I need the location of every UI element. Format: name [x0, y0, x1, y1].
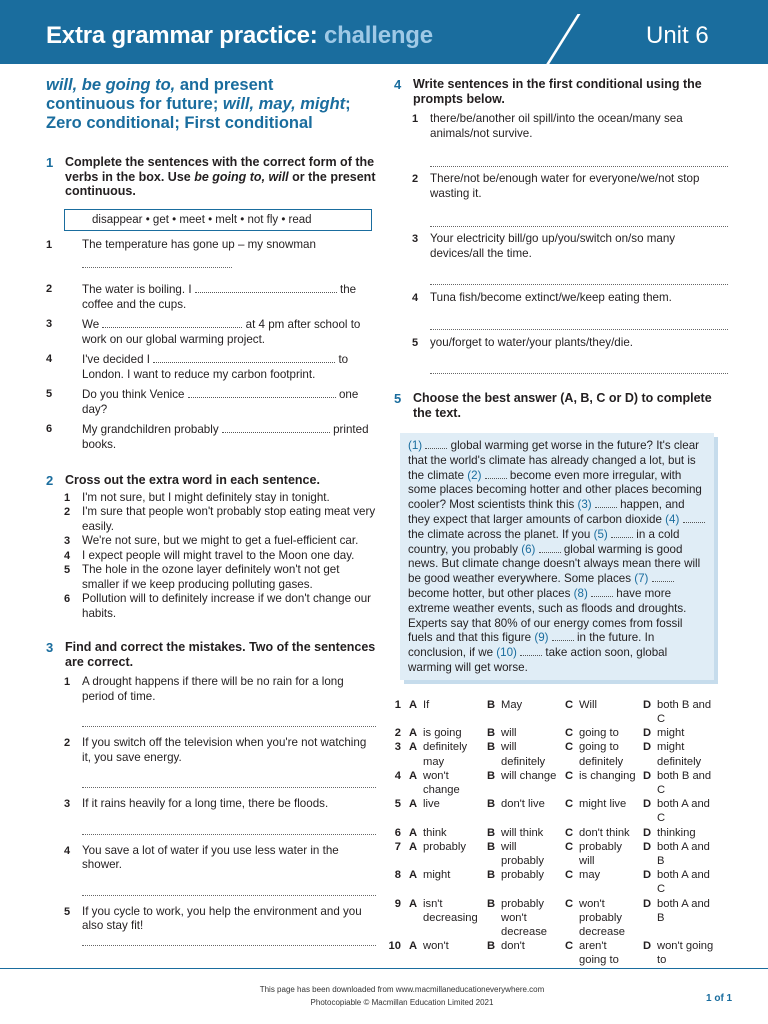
- list-item: [46, 563, 376, 592]
- topic-line2-end: ;: [345, 95, 351, 113]
- exercise-4: [394, 77, 728, 374]
- option-letter: B: [487, 940, 496, 953]
- gap-number: (6): [521, 542, 536, 556]
- option-letter: B: [487, 798, 496, 811]
- instruction-text: Complete the sentences with the correct form of the verbs in the box. Use: [65, 155, 375, 184]
- option-b[interactable]: probably: [501, 869, 544, 882]
- option-letter: D: [643, 897, 652, 910]
- option-b[interactable]: don't: [501, 940, 525, 953]
- answer-blank[interactable]: [195, 282, 337, 293]
- list-item: [46, 905, 376, 946]
- word-box: disappear • get • meet • melt • not fly • read: [64, 209, 372, 231]
- option-letter: A: [409, 940, 418, 953]
- gap-number: (4): [665, 512, 680, 526]
- item-number: 1: [46, 238, 53, 251]
- text-segment: the climate across the planet. If you: [408, 527, 594, 541]
- exercise-5: [388, 391, 728, 968]
- right-column: [388, 72, 728, 968]
- option-letter: C: [565, 727, 574, 740]
- item-number: 5: [412, 336, 419, 349]
- option-c[interactable]: probably will: [579, 840, 622, 867]
- exercise-instruction: Find and correct the mistakes. Two of the sentences are correct.: [65, 640, 376, 669]
- option-c[interactable]: may: [579, 869, 601, 882]
- item-text: Pollution will to definitely increase if we don't change our habits.: [82, 592, 372, 620]
- item-number: 3: [46, 318, 53, 330]
- option-row: [382, 698, 715, 726]
- list-item: [46, 282, 376, 312]
- item-text: Your electricity bill/go up/you/switch on/so many devices/all the time.: [430, 232, 676, 260]
- item-number: 1: [64, 491, 71, 504]
- footer-copyright: Photocopiable © Macmillan Education Limited 2021: [310, 998, 494, 1007]
- option-letter: C: [565, 741, 574, 754]
- option-row: [382, 726, 715, 740]
- option-a[interactable]: probably: [423, 840, 466, 853]
- exercise-instruction: Choose the best answer (A, B, C or D) to complete the text.: [413, 391, 712, 420]
- item-text: I'm sure that people won't probably stop eating meat very easily.: [82, 505, 376, 533]
- option-letter: C: [565, 798, 574, 811]
- answer-line[interactable]: [430, 165, 728, 167]
- answer-line[interactable]: [430, 225, 728, 227]
- option-row: [382, 797, 715, 825]
- option-c[interactable]: won't probably decrease: [579, 897, 626, 938]
- option-row: [382, 740, 715, 768]
- option-letter: C: [565, 897, 574, 910]
- text-segment: become even more irregular, with some places becoming hotter and other places becoming cooler? Most scientists think this: [408, 468, 702, 512]
- option-row: [382, 868, 715, 896]
- answer-blank[interactable]: [188, 387, 336, 398]
- list-item: [46, 317, 376, 347]
- topic-line1-text: and present: [175, 76, 274, 94]
- question-number: 3: [394, 741, 401, 754]
- item-number: 6: [64, 593, 71, 605]
- option-row: [382, 769, 715, 797]
- option-letter: B: [487, 727, 496, 740]
- gap-number: (7): [634, 572, 649, 586]
- topic-line2-italic: will, may, might: [222, 95, 346, 113]
- text-segment: happen, and they expect that larger amounts of carbon dioxide: [408, 498, 685, 526]
- item-text-end: one day?: [82, 388, 359, 416]
- item-number: 2: [64, 506, 71, 518]
- option-a[interactable]: isn't decreasing: [423, 897, 478, 924]
- option-letter: A: [409, 698, 418, 711]
- question-number: 8: [394, 869, 401, 882]
- answer-blank[interactable]: [222, 422, 330, 433]
- gap-number: (8): [573, 586, 588, 600]
- option-d[interactable]: both A and B: [657, 840, 710, 867]
- exercise-number: 5: [394, 391, 402, 406]
- list-item: [46, 238, 376, 269]
- option-b[interactable]: will probably: [501, 840, 544, 867]
- option-letter: D: [643, 741, 652, 754]
- list-item: [46, 549, 376, 564]
- gap-blank[interactable]: [539, 543, 561, 553]
- option-letter: D: [643, 769, 652, 782]
- text-segment: take action soon, global warming will get worse.: [408, 646, 668, 674]
- option-a[interactable]: live: [423, 798, 440, 811]
- item-text: The water is boiling. I: [82, 283, 192, 296]
- option-c[interactable]: going to: [579, 727, 619, 740]
- option-letter: B: [487, 741, 496, 754]
- exercise-instruction: Write sentences in the first conditional using the prompts below.: [413, 77, 702, 106]
- option-row: [382, 840, 715, 868]
- option-a[interactable]: won't: [423, 940, 449, 953]
- list-item: [394, 172, 728, 227]
- answer-line[interactable]: [82, 266, 232, 268]
- option-a[interactable]: If: [423, 698, 430, 711]
- list-item: [394, 112, 728, 167]
- item-number: 4: [64, 844, 71, 857]
- option-a[interactable]: think: [423, 826, 447, 839]
- footer-download-note: This page has been downloaded from www.macmillaneducationeverywhere.com: [259, 985, 545, 994]
- option-letter: C: [565, 826, 574, 839]
- option-d[interactable]: both A and C: [657, 869, 710, 896]
- item-text-end: at 4 pm after school to work on our global warming project.: [82, 318, 361, 346]
- gap-blank[interactable]: [611, 528, 633, 538]
- option-letter: A: [409, 727, 418, 740]
- item-text: My grandchildren probably: [82, 423, 219, 436]
- gap-fill-text: [400, 433, 714, 680]
- list-item: [46, 797, 376, 835]
- title-main: Extra grammar practice:: [46, 22, 318, 49]
- topic-heading: [46, 76, 376, 133]
- left-column: [46, 72, 376, 946]
- list-item: [394, 291, 728, 330]
- exercise-2: [46, 473, 376, 621]
- option-letter: A: [409, 741, 418, 754]
- option-c[interactable]: might live: [579, 798, 627, 811]
- option-letter: A: [409, 897, 418, 910]
- question-number: 10: [388, 940, 401, 953]
- option-b[interactable]: probably won't decrease: [501, 897, 548, 938]
- item-text: I've decided I: [82, 353, 150, 366]
- option-letter: C: [565, 698, 574, 711]
- text-segment: in the future. In conclusion, if we: [408, 631, 655, 660]
- exercise-3: [46, 640, 376, 946]
- text-segment: have more extreme weather events, such as floods and droughts. Experts say that 80% of our energy comes from fossil fuels and that this figure: [408, 586, 687, 645]
- option-row: [382, 939, 715, 967]
- option-b[interactable]: will definitely: [501, 741, 546, 768]
- option-c[interactable]: don't think: [579, 826, 630, 839]
- answer-line[interactable]: [82, 786, 376, 788]
- option-b[interactable]: will change: [501, 769, 557, 782]
- option-letter: D: [643, 940, 652, 953]
- options-table: [382, 698, 715, 968]
- title-accent: challenge: [324, 22, 433, 49]
- gap-blank[interactable]: [652, 572, 674, 582]
- text-segment: in a cold country, you probably: [408, 527, 680, 556]
- item-number: 3: [412, 233, 419, 245]
- question-number: 5: [394, 798, 401, 811]
- question-number: 9: [394, 897, 401, 910]
- list-item: [394, 232, 728, 285]
- item-text-end: the coffee and the cups.: [82, 283, 357, 311]
- option-c[interactable]: is changing: [579, 769, 636, 782]
- exercise-number: 3: [46, 640, 54, 655]
- option-row: [382, 826, 715, 840]
- instruction-text-end: or the present continuous.: [65, 169, 376, 198]
- answer-line[interactable]: [430, 283, 728, 285]
- answer-blank[interactable]: [102, 317, 242, 328]
- option-letter: B: [487, 826, 496, 839]
- option-letter: D: [643, 798, 652, 811]
- unit-label: Unit 6: [646, 22, 709, 49]
- item-text: If it rains heavily for a long time, there be floods.: [82, 797, 329, 810]
- option-row: [382, 897, 715, 940]
- option-d[interactable]: both A and B: [657, 897, 710, 924]
- question-number: 1: [394, 698, 401, 711]
- option-d[interactable]: both B and C: [657, 769, 712, 796]
- item-number: 1: [64, 676, 71, 688]
- topic-line2-text: continuous for future;: [46, 95, 223, 113]
- item-number: 2: [64, 737, 71, 749]
- gap-number: (5): [593, 527, 608, 541]
- answer-line[interactable]: [430, 328, 728, 330]
- item-text: Do you think Venice: [82, 388, 185, 401]
- option-letter: A: [409, 826, 418, 839]
- option-letter: D: [643, 840, 652, 853]
- option-a[interactable]: is going: [423, 727, 462, 740]
- text-segment: global warming get worse in the future? It's clear that the world's climate has already changed a lot, but is the climate: [408, 439, 700, 482]
- exercise-instruction: Cross out the extra word in each sentence.: [65, 473, 320, 487]
- option-letter: A: [409, 869, 418, 882]
- list-item: [46, 387, 376, 417]
- gap-number: (1): [408, 439, 423, 452]
- list-item: [46, 736, 376, 788]
- topic-line3: Zero conditional; First conditional: [46, 114, 313, 132]
- page-header: [0, 0, 768, 64]
- list-item: [46, 844, 376, 896]
- item-text: I expect people will might travel to the Moon one day.: [82, 548, 355, 562]
- list-item: [46, 491, 376, 506]
- list-item: [46, 534, 376, 549]
- option-c[interactable]: Will: [579, 698, 598, 711]
- page-title: [46, 22, 433, 50]
- answer-line[interactable]: [82, 833, 376, 835]
- option-letter: B: [487, 840, 496, 853]
- item-number: 3: [64, 535, 71, 547]
- item-number: 4: [46, 353, 53, 365]
- text-segment: become hotter, but other places: [408, 586, 574, 600]
- option-b[interactable]: will think: [501, 826, 544, 839]
- exercise-instruction: [65, 155, 376, 199]
- page-number: 1 of 1: [706, 993, 733, 1004]
- option-d[interactable]: thinking: [657, 826, 696, 839]
- answer-line[interactable]: [430, 372, 728, 374]
- item-text: We're not sure, but we might to get a fuel-efficient car.: [82, 534, 359, 547]
- list-item: [46, 675, 376, 727]
- question-number: 2: [394, 727, 401, 740]
- option-d[interactable]: both A and C: [657, 798, 710, 825]
- header-divider: [543, 14, 581, 70]
- item-text: We: [82, 318, 100, 331]
- option-letter: D: [643, 826, 652, 839]
- item-text: The hole in the ozone layer definitely won't not get smaller if we keep producing polluting gases.: [82, 563, 340, 591]
- item-number: 6: [46, 423, 53, 435]
- option-letter: A: [409, 798, 418, 811]
- list-item: [46, 505, 376, 534]
- topic-line1-italic: will, be going to,: [46, 76, 176, 94]
- option-letter: D: [643, 727, 652, 740]
- gap-number: (10): [496, 646, 517, 660]
- item-text: You save a lot of water if you use less water in the shower.: [82, 843, 339, 871]
- gap-blank[interactable]: [595, 498, 617, 508]
- item-text: The temperature has gone up – my snowman: [82, 237, 316, 251]
- exercise-number: 1: [46, 155, 54, 170]
- item-text: I'm not sure, but I might definitely stay in tonight.: [82, 490, 330, 504]
- gap-number: (2): [467, 468, 482, 482]
- option-b[interactable]: May: [501, 698, 523, 711]
- footer-credits: [0, 983, 768, 1009]
- question-number: 7: [394, 840, 401, 853]
- item-number: 5: [46, 388, 53, 400]
- option-a[interactable]: won't change: [423, 769, 460, 796]
- option-letter: C: [565, 940, 574, 953]
- option-letter: A: [409, 840, 418, 853]
- gap-blank[interactable]: [485, 469, 507, 479]
- list-item: [46, 592, 376, 621]
- item-text-end: to London. I want to reduce my carbon footprint.: [82, 353, 349, 381]
- instruction-italic: be going to, will: [194, 169, 289, 184]
- item-text: A drought happens if there will be no rain for a long period of time.: [82, 675, 344, 703]
- gap-blank[interactable]: [552, 631, 574, 641]
- option-c[interactable]: aren't going to: [579, 940, 619, 967]
- answer-line[interactable]: [82, 725, 376, 727]
- question-number: 6: [394, 826, 401, 839]
- option-letter: B: [487, 897, 496, 910]
- option-letter: D: [643, 869, 652, 882]
- option-b[interactable]: will: [501, 727, 517, 740]
- list-item: [46, 352, 376, 382]
- item-text: There/not be/enough water for everyone/we/not stop wasting it.: [430, 172, 700, 200]
- item-text: you/forget to water/your plants/they/die.: [430, 335, 634, 349]
- item-text: there/be/another oil spill/into the ocean/many sea animals/not survive.: [430, 112, 683, 140]
- option-c[interactable]: going to definitely: [579, 741, 624, 768]
- option-letter: A: [409, 769, 418, 782]
- answer-line[interactable]: [82, 894, 376, 896]
- option-letter: B: [487, 869, 496, 882]
- item-number: 3: [64, 798, 71, 810]
- question-number: 4: [394, 769, 401, 782]
- item-text-end: printed books.: [82, 423, 369, 451]
- item-number: 2: [46, 283, 53, 295]
- option-letter: C: [565, 840, 574, 853]
- item-number: 5: [64, 564, 71, 576]
- option-a[interactable]: definitely may: [423, 741, 468, 768]
- option-d[interactable]: won't going to: [657, 940, 714, 967]
- option-letter: C: [565, 769, 574, 782]
- gap-blank[interactable]: [591, 587, 613, 597]
- option-letter: B: [487, 698, 496, 711]
- gap-blank[interactable]: [425, 439, 447, 449]
- exercise-1: [46, 155, 376, 452]
- exercise-number: 4: [394, 77, 402, 92]
- option-letter: C: [565, 869, 574, 882]
- footer-divider: [0, 968, 768, 969]
- gap-number: (9): [534, 631, 549, 645]
- text-segment: global warming is good news. But climate change doesn't always mean there will be good weather everywhere. Some places: [408, 542, 701, 586]
- item-number: 5: [64, 905, 71, 918]
- option-b[interactable]: don't live: [501, 798, 545, 811]
- option-a[interactable]: might: [423, 869, 451, 882]
- item-text: If you switch off the television when you're not watching it, you save energy.: [82, 736, 367, 764]
- answer-line[interactable]: [82, 944, 376, 946]
- option-d[interactable]: might: [657, 727, 685, 740]
- item-number: 1: [412, 113, 419, 125]
- gap-blank[interactable]: [520, 646, 542, 656]
- gap-number: (3): [577, 498, 592, 512]
- item-number: 4: [64, 549, 71, 562]
- option-d[interactable]: both B and C: [657, 698, 712, 725]
- option-letter: B: [487, 769, 496, 782]
- list-item: [46, 422, 376, 452]
- list-item: [394, 336, 728, 375]
- answer-blank[interactable]: [153, 352, 335, 363]
- option-letter: D: [643, 698, 652, 711]
- item-text: Tuna fish/become extinct/we/keep eating them.: [430, 291, 672, 304]
- option-d[interactable]: might definitely: [657, 741, 702, 768]
- exercise-number: 2: [46, 473, 54, 488]
- item-number: 4: [412, 292, 419, 304]
- item-number: 2: [412, 173, 419, 185]
- item-text: If you cycle to work, you help the environment and you also stay fit!: [82, 904, 362, 932]
- gap-blank[interactable]: [683, 513, 705, 523]
